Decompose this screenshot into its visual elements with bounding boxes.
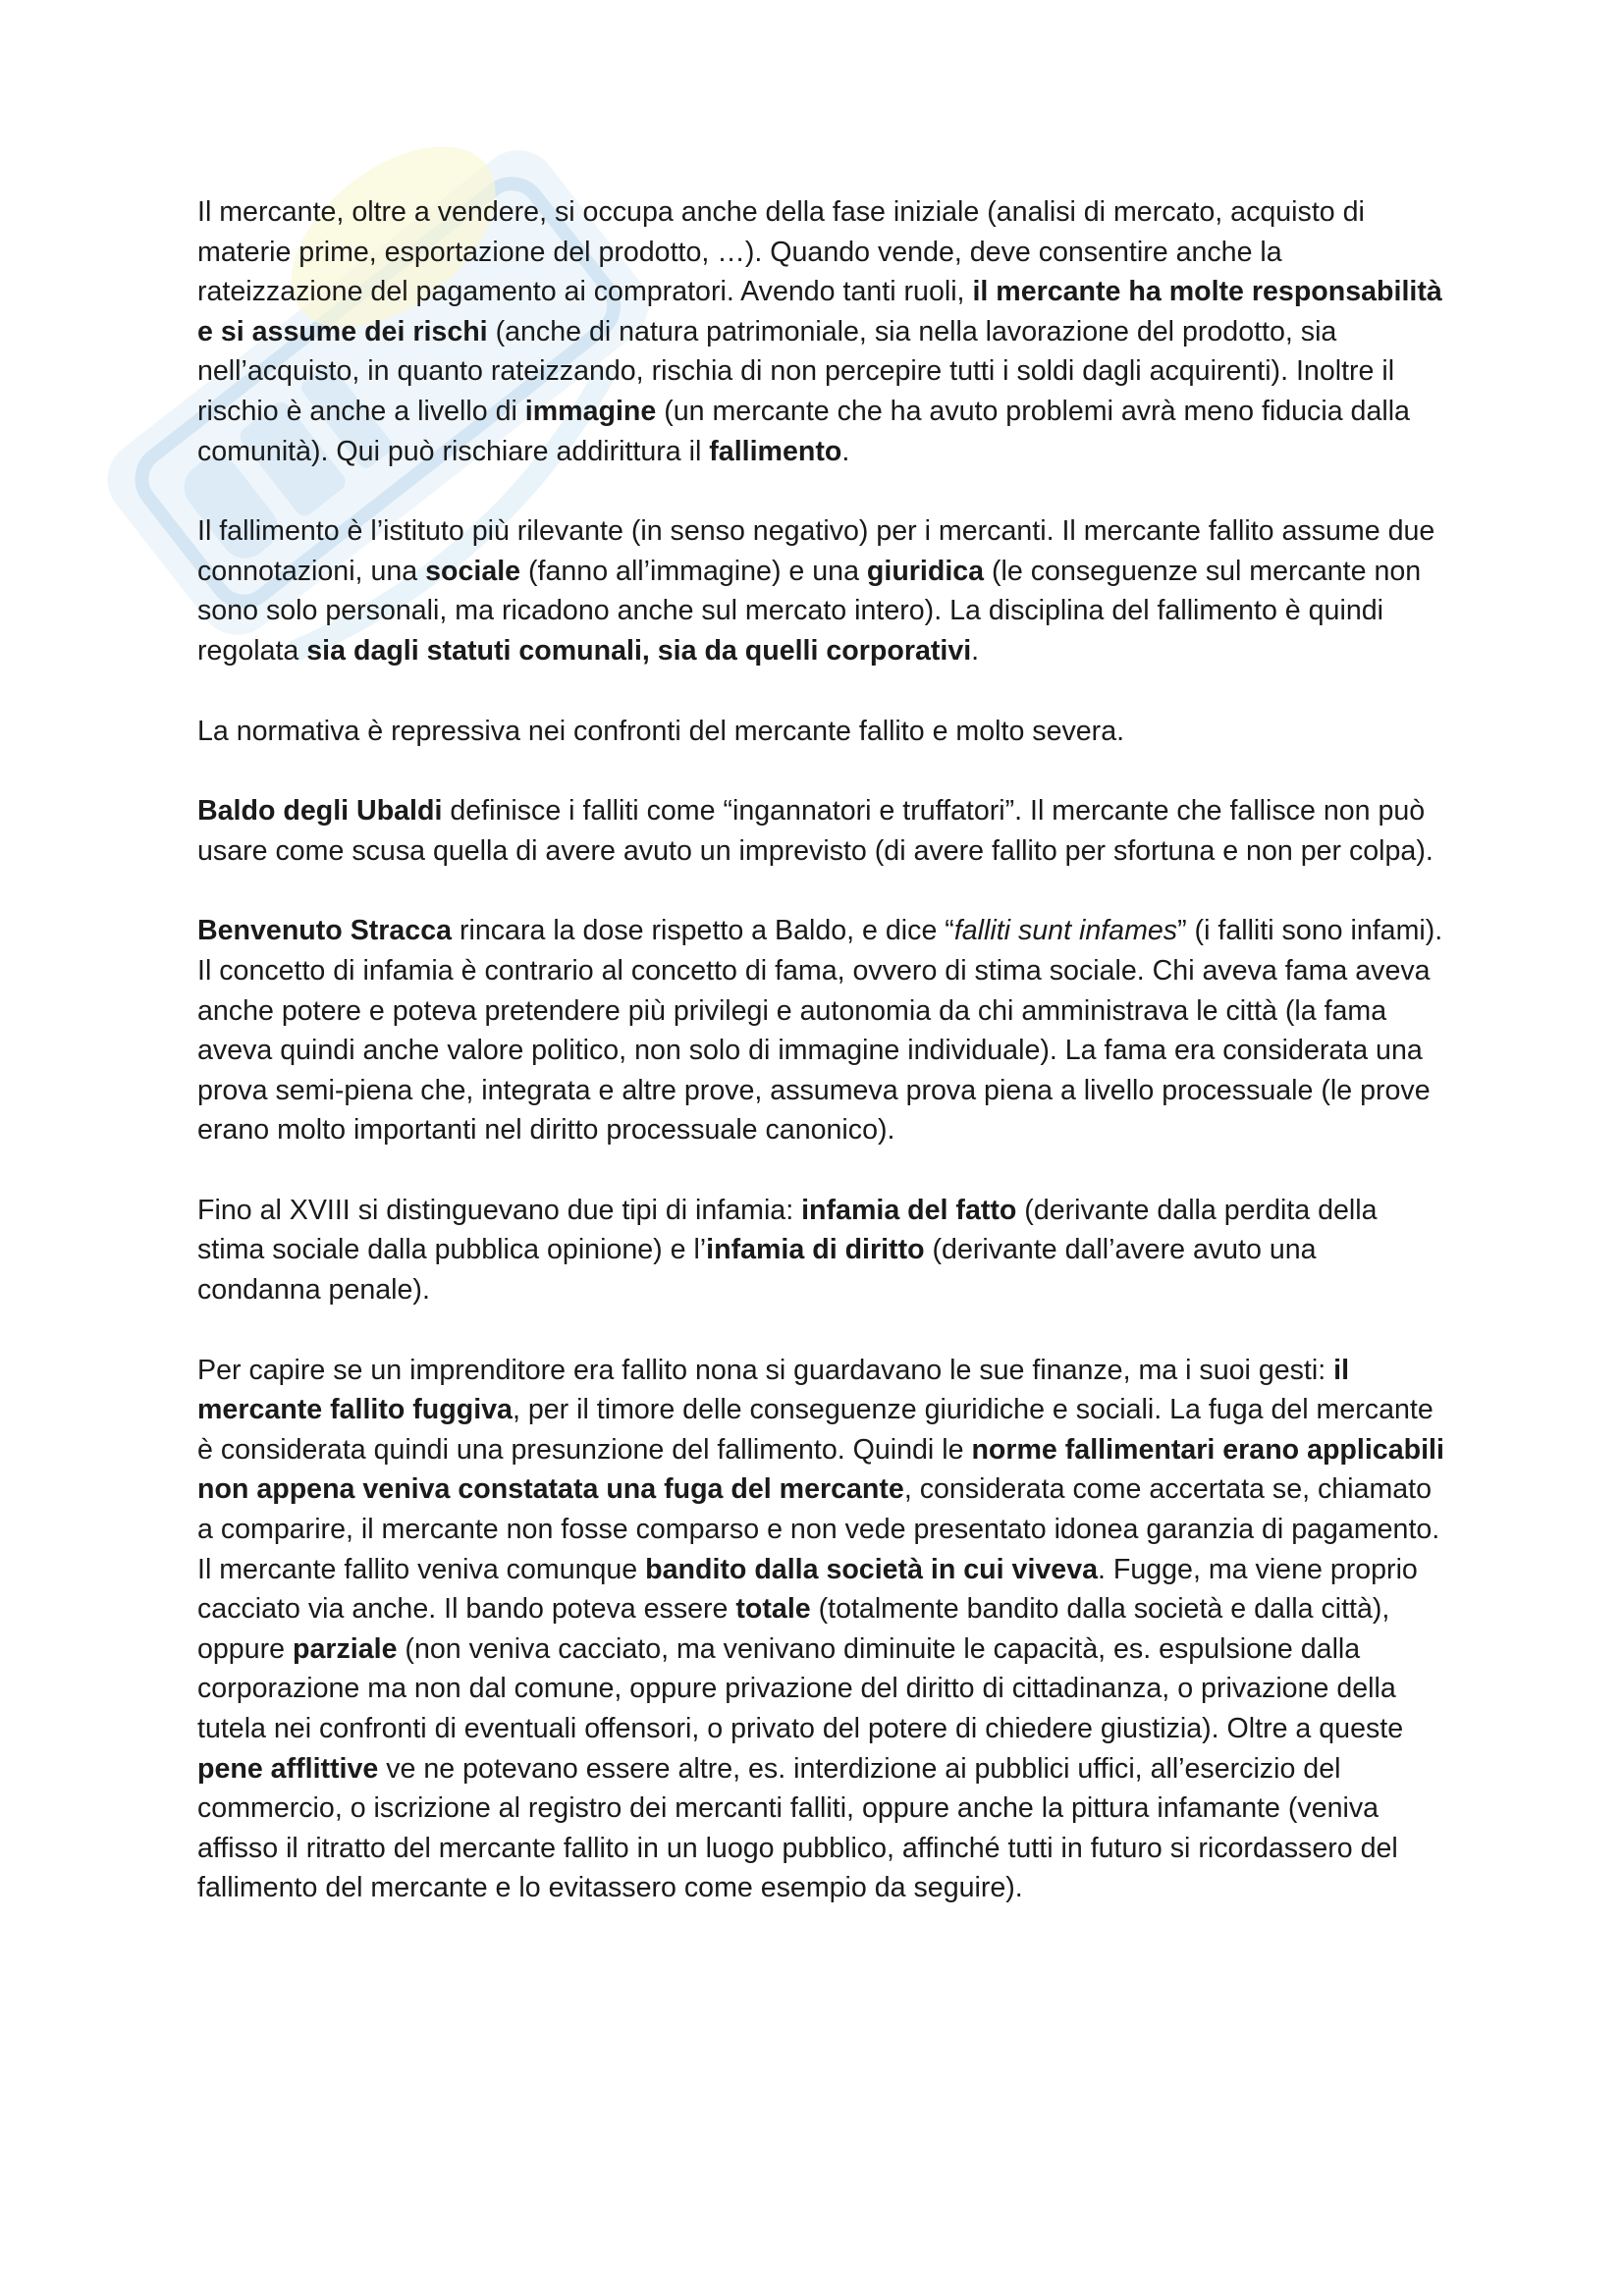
bold-text: il mercante ha molte responsabilità e si assume dei rischi	[197, 276, 1442, 347]
bold-text: sociale	[425, 555, 521, 587]
text-run: Il mercante, oltre a vendere, si occupa anche della fase iniziale (analisi di mercato, acquisto di materie prime, esportazione del prodotto, …). Quando vende, deve consentire anche la rateizzazione del pagamento ai compratori. Avendo tanti ruoli,	[197, 196, 1365, 308]
paragraph-6	[197, 1191, 1444, 1310]
bold-text: Benvenuto Stracca	[197, 915, 453, 947]
document-body	[197, 192, 1444, 1949]
text-run: Il fallimento è l’istituto più rilevante (in senso negativo) per i mercanti. Il mercante fallito assume due connotazioni, una	[197, 515, 1435, 587]
bold-text: infamia del fatto	[801, 1194, 1017, 1226]
paragraph-7	[197, 1351, 1444, 1908]
paragraph-3	[197, 712, 1444, 752]
text-run: (derivante dall’avere avuto una condanna penale).	[197, 1234, 1317, 1307]
paragraph-4	[197, 791, 1444, 871]
text-run: (non veniva cacciato, ma venivano diminuite le capacità, es. espulsione dalla corporazione ma non dal comune, oppure privazione del diritto di cittadinanza, o privazione della tutela nei confronti di eventuali offensori, o privato del potere di chiedere giustizia). Oltre a queste	[197, 1632, 1404, 1744]
text-run: (derivante dalla perdita della stima sociale dalla pubblica opinione) e l’	[197, 1194, 1378, 1266]
bold-text: totale	[735, 1593, 811, 1626]
paragraph-5	[197, 911, 1444, 1150]
bold-text: bandito dalla società in cui viveva	[645, 1553, 1098, 1585]
bold-text: sia dagli statuti comunali, sia da quelli corporativi	[306, 634, 972, 667]
italic-text: falliti sunt infames	[953, 915, 1178, 947]
bold-text: Baldo degli Ubaldi	[197, 795, 443, 828]
text-run: .	[841, 435, 850, 467]
text-run: ve ne potevano essere altre, es. interdizione ai pubblici uffici, all’esercizio del commercio, o iscrizione al registro dei mercanti falliti, oppure anche la pittura infamante (veniva affisso il ritratto del mercante fallito in un luogo pubblico, affinché tutti in futuro si ricordassero del fallimento del mercante e lo evitassero come esempio da seguire).	[197, 1752, 1398, 1904]
bold-text: norme fallimentari erano applicabili non appena veniva constatata una fuga del mercante	[197, 1433, 1444, 1506]
paragraph-1	[197, 192, 1444, 471]
text-run: (anche di natura patrimoniale, sia nella lavorazione del prodotto, sia nell’acquisto, in quanto rateizzando, rischia di non percepire tutti i soldi dagli acquirenti). Inoltre il rischio è anche a livello di	[197, 315, 1395, 427]
bold-text: parziale	[292, 1632, 398, 1665]
bold-text: il mercante fallito fuggiva	[197, 1354, 1350, 1426]
text-run: (totalmente bandito dalla società e dalla città), oppure	[197, 1593, 1390, 1665]
text-run: .	[971, 634, 980, 667]
bold-text: immagine	[524, 395, 657, 427]
bold-text: pene afflittive	[197, 1752, 379, 1785]
bold-text: giuridica	[866, 555, 985, 587]
text-run: Per capire se un imprenditore era fallito nona si guardavano le sue finanze, ma i suoi gesti:	[197, 1354, 1334, 1386]
bold-text: infamia di diritto	[706, 1234, 925, 1266]
text-run: , considerata come accertata se, chiamato a comparire, il mercante non fosse comparso e non vede presentato idonea garanzia di pagamento. Il mercante fallito veniva comunque	[197, 1473, 1440, 1585]
text-run: definisce i falliti come “ingannatori e truffatori”. Il mercante che fallisce non può usare come scusa quella di avere avuto un imprevisto (di avere fallito per sfortuna e non per colpa).	[197, 795, 1434, 867]
paragraph-2	[197, 511, 1444, 670]
text-run: Fino al XVIII si distinguevano due tipi di infamia:	[197, 1194, 802, 1226]
text-run: (un mercante che ha avuto problemi avrà meno fiducia dalla comunità). Qui può rischiare addirittura il	[197, 395, 1410, 467]
text-run: . Fugge, ma viene proprio cacciato via anche. Il bando poteva essere	[197, 1553, 1418, 1626]
bold-text: fallimento	[709, 435, 842, 467]
text-run: (le conseguenze sul mercante non sono solo personali, ma ricadono anche sul mercato intero). La disciplina del fallimento è quindi regolata	[197, 555, 1422, 667]
text-run: ” (i falliti sono infami). Il concetto di infamia è contrario al concetto di fama, ovvero di stima sociale. Chi aveva fama aveva anche potere e poteva pretendere più privilegi e autonomia da chi amministrava le città (la fama aveva quindi anche valore politico, non solo di immagine individuale). La fama era considerata una prova semi-piena che, integrata e altre prove, assumeva prova piena a livello processuale (le prove erano molto importanti nel diritto processuale canonico).	[197, 915, 1443, 1147]
text-run: (fanno all’immagine) e una	[520, 555, 867, 587]
text-run: , per il timore delle conseguenze giuridiche e sociali. La fuga del mercante è considerata quindi una presunzione del fallimento. Quindi le	[197, 1394, 1434, 1466]
text-run: rincara la dose rispetto a Baldo, e dice “	[452, 915, 954, 947]
text-run: La normativa è repressiva nei confronti del mercante fallito e molto severa.	[197, 715, 1125, 747]
